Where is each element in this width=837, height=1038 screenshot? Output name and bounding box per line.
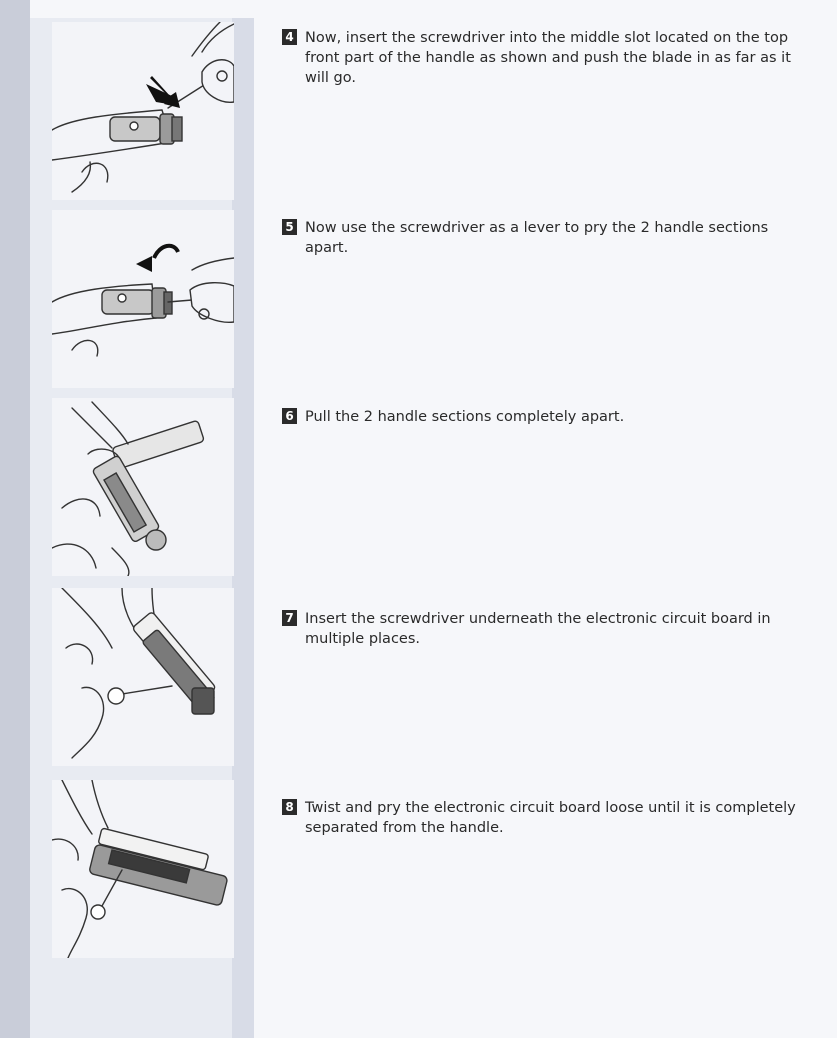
illustration-step-6 bbox=[52, 398, 234, 576]
step-text: Insert the screwdriver underneath the electronic circuit board in multiple places. bbox=[305, 611, 771, 647]
left-sidebar-band bbox=[0, 0, 30, 1038]
pull-apart-icon bbox=[52, 398, 234, 576]
illustration-step-5 bbox=[52, 210, 234, 388]
step-8 bbox=[282, 798, 812, 838]
step-text: Pull the 2 handle sections completely apart. bbox=[305, 409, 625, 425]
step-number-badge: 7 bbox=[282, 610, 297, 626]
step-6 bbox=[282, 407, 812, 427]
step-7 bbox=[282, 609, 812, 649]
illustration-column-edge bbox=[232, 18, 254, 1038]
step-text: Twist and pry the electronic circuit board loose until it is completely separated from the handle. bbox=[305, 800, 796, 836]
step-4 bbox=[282, 28, 812, 88]
step-5 bbox=[282, 218, 812, 258]
screwdriver-under-board-icon bbox=[52, 588, 234, 766]
step-number-badge: 6 bbox=[282, 408, 297, 424]
step-number-badge: 5 bbox=[282, 219, 297, 235]
step-text: Now use the screwdriver as a lever to pry the 2 handle sections apart. bbox=[305, 220, 769, 256]
step-text: Now, insert the screwdriver into the middle slot located on the top front part of the handle as shown and push the blade in as far as it will go. bbox=[305, 30, 791, 86]
illustration-step-7 bbox=[52, 588, 234, 766]
illustration-step-8 bbox=[52, 780, 234, 958]
step-number-badge: 8 bbox=[282, 799, 297, 815]
screwdriver-insert-icon bbox=[52, 22, 234, 200]
pry-lever-icon bbox=[52, 210, 234, 388]
illustration-step-4 bbox=[52, 22, 234, 200]
step-number-badge: 4 bbox=[282, 29, 297, 45]
twist-board-icon bbox=[52, 780, 234, 958]
